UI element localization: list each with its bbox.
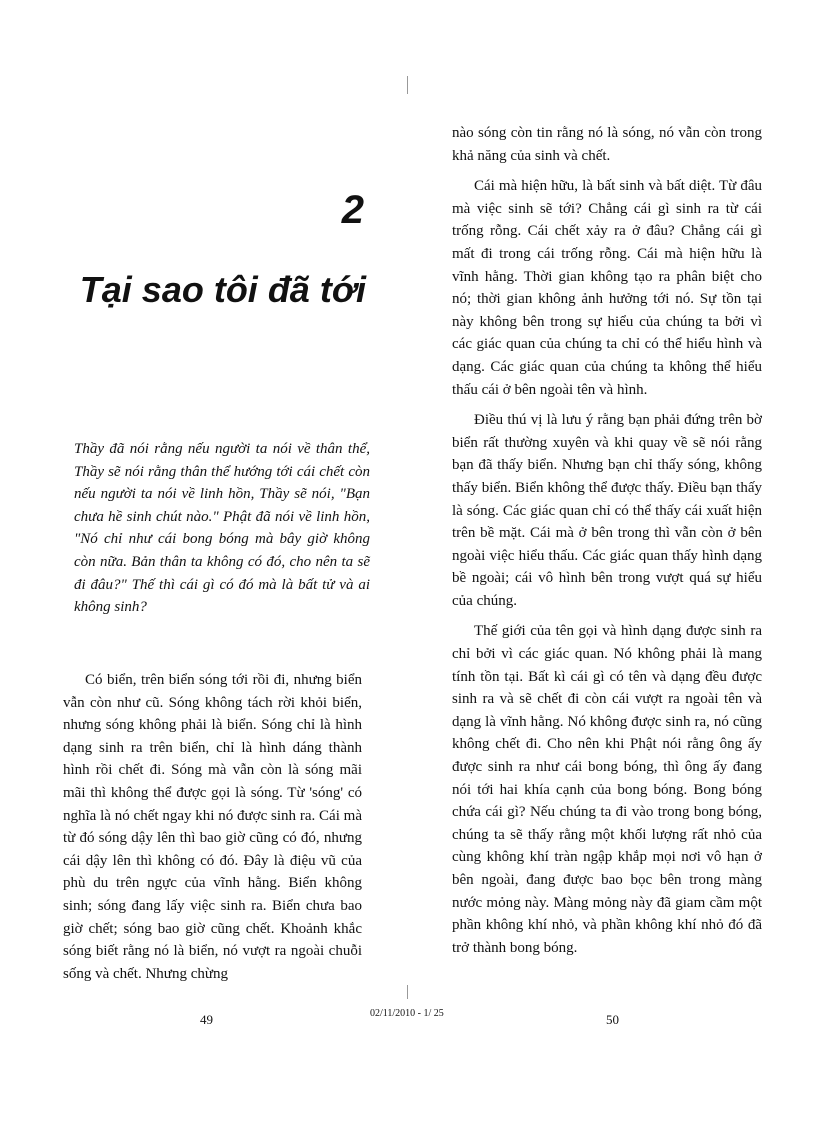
body-paragraph: Điều thú vị là lưu ý rằng bạn phải đứng trên bờ biển rất thường xuyên và khi quay về sẽ nói rằng bạn đã thấy biển. Nhưng bạn chỉ thấy sóng, không thấy biển. Biển không thể được thấy. Điều bạn thấy là sóng. Các giác quan chỉ có thể thấy cái xuất hiện trên bề mặt. Cái mà ở bên trong thì vẫn còn ở bên ngoài việc hiểu thấu. Các giác quan thấy hình dạng bề ngoài; cái vô hình bên trong vượt quá sự hiểu của chúng.	[452, 412, 762, 609]
fold-mark-top	[407, 76, 408, 94]
body-paragraph: Cái mà hiện hữu, là bất sinh và bất diệt. Từ đâu mà việc sinh sẽ tới? Chẳng cái gì sinh ra từ cái trống rỗng. Cái chết xảy ra ở đâu? Chẳng cái gì mất đi trong cái trống rỗng. Cái mà hiện hữu là vĩnh hằng. Thời gian không tạo ra phân biệt cho nó; thời gian không ảnh hưởng tới nó. Sự tồn tại này không bên trong sự hiểu của chúng ta bởi vì các giác quan của chúng ta chỉ có thể hiểu hình và dạng. Các giác quan của chúng ta không thể hiểu thấu cái ở bên ngoài tên và hình.	[452, 178, 762, 398]
body-paragraph: Có biển, trên biển sóng tới rồi đi, nhưng biển vẫn còn như cũ. Sóng không tách rời khỏi biển, nhưng sóng không phải là biển. Sóng chỉ là hình dạng sinh ra trên biển, chỉ là hình dáng thành hình rồi chết đi. Sóng mà vẫn còn là sóng mãi mãi thì không thể được gọi là sóng. Từ 'sóng' có nghĩa là nó chết ngay khi nó được sinh ra. Cái mà từ đó sóng dậy lên thì bao giờ cũng có đó, nhưng cái dậy lên thì không có đó. Đây là điệu vũ của phù du trên ngực của vĩnh hằng. Biển không sinh; sóng đang lấy việc sinh ra. Biển chưa bao giờ chết; sóng bao giờ cũng chết. Khoảnh khắc sóng biết rằng nó là biển, nó vượt ra ngoài chuỗi sống và chết. Nhưng chừng	[63, 672, 362, 982]
page-number-right: 50	[606, 1012, 619, 1027]
body-paragraph: Thế giới của tên gọi và hình dạng được sinh ra chỉ bởi vì các giác quan. Nó không phải là mang tính tồn tại. Bất kì cái gì có tên và dạng đều được sinh ra và sẽ chết đi còn cái vượt ra ngoài tên và dạng là vĩnh hằng. Nó không được sinh ra, nó cũng không chết đi. Cho nên khi Phật nói rằng ông ấy được sinh ra như cái bong bóng, thì ông ấy đang nói tới hai khía cạnh của bong bóng. Bong bóng chứa cái gì? Nếu chúng ta đi vào trong bong bóng, chúng ta sẽ thấy rằng một khối lượng rất nhỏ của cùng không khí tràn ngập khắp mọi nơi vô hạn ở bên ngoài, đang được bao bọc bên trong màng nước mỏng này. Màng mỏng này đã giam cầm một phần không khí nhỏ, và phần không khí nhỏ đó đã trở thành bong bóng.	[452, 623, 762, 956]
chapter-number: 2	[341, 188, 364, 232]
right-body-text	[452, 122, 762, 967]
fold-mark-bottom	[407, 985, 408, 999]
body-paragraph: nào sóng còn tin rằng nó là sóng, nó vẫn còn trong khả năng của sinh và chết.	[452, 125, 762, 164]
print-stamp: 02/11/2010 - 1/ 25	[370, 1008, 444, 1019]
chapter-title: Tại sao tôi đã tới	[79, 269, 366, 310]
left-body-text	[63, 669, 362, 993]
chapter-epigraph: Thầy đã nói rằng nếu người ta nói về thân thể, Thầy sẽ nói rằng thân thể hướng tới cái chết còn nếu người ta nói về linh hồn, Thầy sẽ nói, "Bạn chưa hề sinh chút nào." Phật đã nói về linh hồn, "Nó chỉ như cái bong bóng mà bây giờ không còn nữa. Bản thân ta không có đó, cho nên ta sẽ đi đâu?" Thế thì cái gì có đó mà là bất tử và ai không sinh?	[74, 441, 370, 616]
page-number-left: 49	[200, 1012, 213, 1027]
